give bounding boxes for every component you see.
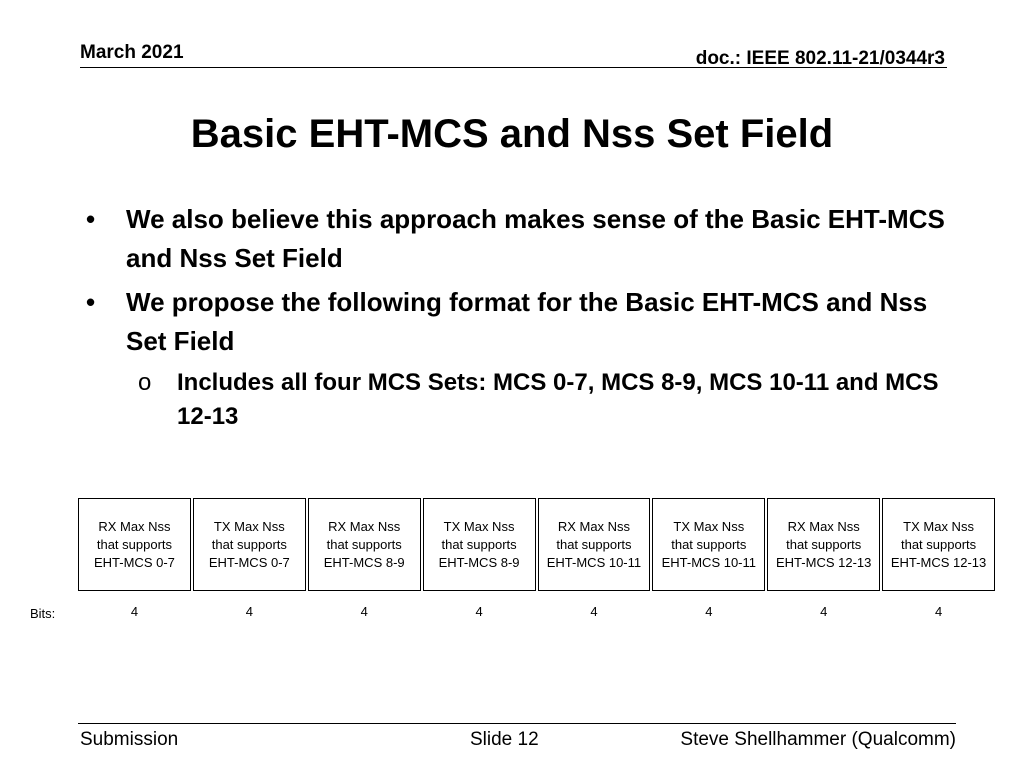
header-doc-id: doc.: IEEE 802.11-21/0344r3 <box>695 48 945 69</box>
bullet-item <box>86 283 946 361</box>
footer-submission: Submission <box>80 729 179 750</box>
header-divider <box>80 67 947 68</box>
footer-author: Steve Shellhammer (Qualcomm) <box>680 729 956 750</box>
bit-count: 4 <box>360 604 368 619</box>
sub-bullet-text: Includes all four MCS Sets: MCS 0-7, MCS 8-9, MCS 10-11 and MCS 12-13 <box>177 369 939 430</box>
field-label: TX Max Nss that supports EHT-MCS 0-7 <box>208 518 290 570</box>
field-label: TX Max Nss that supports EHT-MCS 8-9 <box>438 518 520 570</box>
field-label: TX Max Nss that supports EHT-MCS 12-13 <box>890 518 987 570</box>
field-box <box>767 498 880 591</box>
bullet-list <box>86 200 946 434</box>
bullet-dot-icon: • <box>86 204 96 234</box>
slide-title: Basic EHT-MCS and Nss Set Field <box>190 112 834 156</box>
hollow-circle-bullet-icon: o <box>138 369 152 396</box>
field-box <box>193 498 306 591</box>
field-box <box>308 498 421 591</box>
header-date: March 2021 <box>80 42 184 63</box>
sub-bullet-item <box>86 366 946 434</box>
field-label: RX Max Nss that supports EHT-MCS 12-13 <box>776 518 872 570</box>
field-label: RX Max Nss that supports EHT-MCS 10-11 <box>546 518 642 570</box>
bit-count: 4 <box>934 604 943 619</box>
field-box <box>78 498 191 591</box>
bullet-dot-icon: • <box>86 287 96 317</box>
bits-label: Bits: <box>30 606 56 621</box>
bit-count: 4 <box>820 604 828 619</box>
bullet-text: We propose the following format for the Basic EHT-MCS and Nss Set Field <box>126 287 928 356</box>
field-box <box>652 498 765 591</box>
field-label: RX Max Nss that supports EHT-MCS 0-7 <box>93 518 175 570</box>
bit-count: 4 <box>590 604 598 619</box>
bit-count: 4 <box>475 604 483 619</box>
bit-count: 4 <box>130 604 139 619</box>
bit-count: 4 <box>705 604 713 619</box>
field-label: RX Max Nss that supports EHT-MCS 8-9 <box>323 518 405 570</box>
bullet-item <box>86 200 946 278</box>
field-label: TX Max Nss that supports EHT-MCS 10-11 <box>661 518 757 570</box>
bit-count: 4 <box>245 604 253 619</box>
bullet-text: We also believe this approach makes sense of the Basic EHT-MCS and Nss Set Field <box>126 204 945 273</box>
field-format-diagram <box>78 498 995 591</box>
field-box <box>423 498 536 591</box>
field-box <box>538 498 651 591</box>
footer-slide-number: Slide 12 <box>470 729 539 750</box>
footer-divider <box>78 723 956 724</box>
bits-row <box>78 604 995 619</box>
field-box <box>882 498 995 591</box>
